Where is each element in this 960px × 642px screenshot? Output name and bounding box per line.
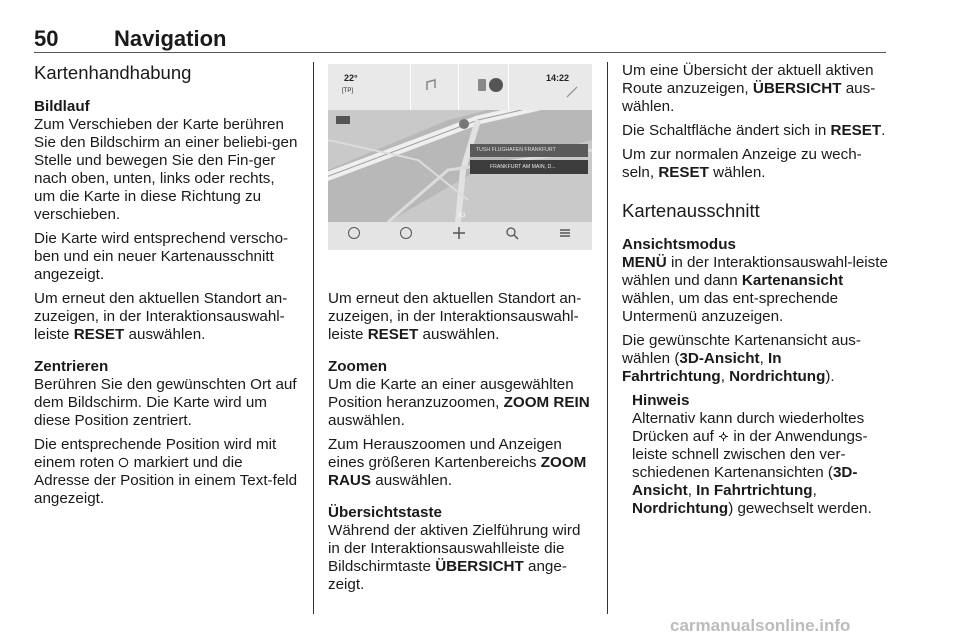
section-title-kartenausschnitt: Kartenausschnitt [622,200,760,221]
page-header [34,14,886,54]
paragraph: Zum Verschieben der Karte berühren Sie den Bildschirm an einer beliebi-gen Stelle und bewegen Sie den Fin-ger nach oben, unten, links oder rechts, um die Karte in diese Richtung zu verschieben. [34,116,298,223]
keyword-uebersicht: ÜBERSICHT [435,558,524,575]
keyword-menue: MENÜ [622,254,667,271]
navigation-app-icon[interactable] [488,77,504,93]
heading-zoomen: Zoomen [328,358,388,375]
paragraph: Um erneut den aktuellen Standort an-zuzeigen, in der Interaktionsauswahl-leiste RESET auswählen. [328,290,582,343]
heading-hinweis: Hinweis [632,392,690,409]
paragraph: MENÜ in der Interaktionsauswahl-leiste wählen und dann Kartenansicht wählen, um das ent-sprechende Untermenü anzuzeigen. [622,254,888,325]
zoom-in-button[interactable] [400,227,412,239]
clock: 14:22 [546,73,570,83]
paragraph: Die Schaltfläche ändert sich in RESET. [622,122,886,139]
keyword-uebersicht: ÜBERSICHT [752,80,842,97]
search-destination-icon[interactable] [505,226,519,240]
menu-icon[interactable] [558,226,572,240]
paragraph: Um zur normalen Anzeige zu wech-seln, RESET wählen. [622,146,862,181]
keyword-reset: RESET [367,326,419,343]
paragraph: Um die Karte an einer ausgewählten Position heranzuzoomen, ZOOM REIN auswählen. [328,376,590,429]
page-number: 50 [34,26,59,51]
paragraph: Die Karte wird entsprechend verscho-ben und ein neuer Kartenausschnitt angezeigt. [34,230,289,283]
heading-zentrieren: Zentrieren [34,358,109,375]
section-title-kartenhandhabung: Kartenhandhabung [34,62,192,83]
address-banner: FRANKFURT AM MAIN, D... [470,160,588,174]
paragraph: Die entsprechende Position wird mit einem roten markiert und die Adresse der Position in einem Text-feld angezeigt. [34,436,298,507]
header-rule [34,52,886,53]
watermark: carmanualsonline.info [670,616,851,635]
column-divider [313,62,314,614]
tp-indicator: [TP] [342,88,354,94]
heading-uebersichtstaste: Übersichtstaste [328,504,442,521]
zoom-out-button[interactable] [348,227,360,239]
column-1 [34,62,298,514]
temperature: 22° [344,73,358,83]
paragraph: Um erneut den aktuellen Standort an-zuzeigen, in der Interaktionsauswahl-leiste RESET auswählen. [34,290,288,343]
paragraph: Die gewünschte Kartenansicht aus-wählen (3D-Ansicht, In Fahrtrichtung, Nordrichtung). [622,332,861,385]
column-divider [607,62,608,614]
heading-bildlauf: Bildlauf [34,98,90,115]
navigation-button-icon [718,431,729,442]
keyword-reset: RESET [73,326,125,343]
keyword-zoom-rein: ZOOM REIN [503,394,590,411]
paragraph: Berühren Sie den gewünschten Ort auf dem Bildschirm. Die Karte wird um diese Position zentriert. [34,376,297,429]
keyword-kartenansicht: Kartenansicht [741,272,844,289]
keyword-reset: RESET [658,164,709,181]
destination-banner: TUSH FLUGHAFEN FRANKFURT [470,144,588,157]
phone-icon[interactable] [477,78,487,92]
page-title: Navigation [114,26,227,51]
paragraph: Während der aktiven Zielführung wird in der Interaktionsauswahlleiste die Bildschirmtaste ÜBERSICHT ange-zeigt. [328,522,581,593]
music-icon[interactable] [424,78,438,92]
column-3 [622,62,888,524]
keyword-reset: RESET [830,122,882,139]
hinweis-note [622,392,888,518]
status-bar [328,64,592,110]
paragraph: Zum Herauszoomen und Anzeigen eines größeren Kartenbereichs ZOOM RAUS auswählen. [328,436,587,489]
paragraph: Um eine Übersicht der aktuell aktiven Route anzuzeigen, ÜBERSICHT aus-wählen. [622,62,876,115]
road-label: A3 [458,213,466,219]
paragraph: Alternativ kann durch wiederholtes Drücken auf in der Anwendungs-leiste schnell zwischen den ver-schiedenen Kartenansichten (3D-Ansicht, In Fahrtrichtung, Nordrichtung) gewechselt werden. [632,410,872,517]
heading-ansichtsmodus: Ansichtsmodus [622,236,736,253]
column-2 [328,62,592,600]
signal-icon [566,86,578,98]
keyword-zoom-raus: ZOOM RAUS [328,454,587,489]
reset-icon[interactable] [452,226,466,240]
navigation-screenshot [328,64,592,268]
circle-marker-icon [118,457,129,468]
